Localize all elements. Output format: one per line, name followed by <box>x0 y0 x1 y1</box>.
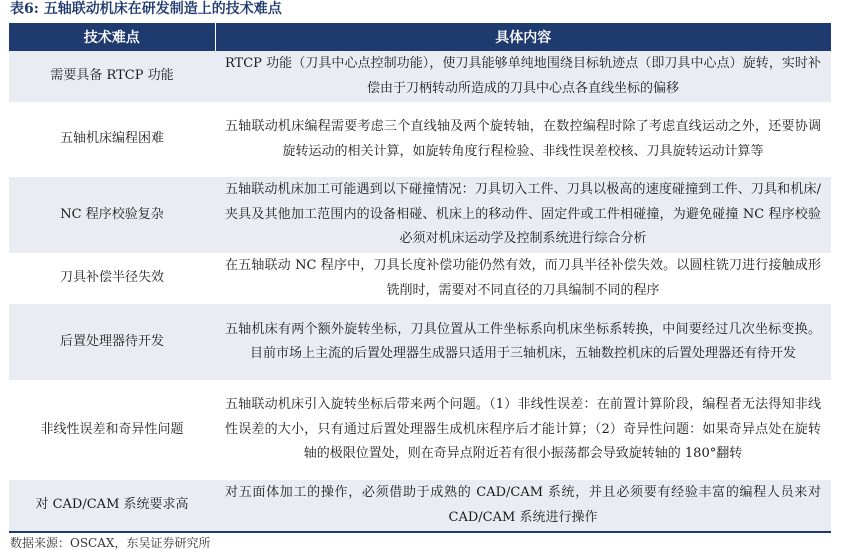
table-row <box>9 253 831 304</box>
table-row <box>9 51 831 102</box>
content-cell: 五轴机床有两个额外旋转坐标，刀具位置从工件坐标系向机床坐标系转换，中间要经过几次坐标变换。目前市场上主流的后置处理器生成器只适用于三轴机床，五轴数控机床的后置处理器还有待开发 <box>215 304 831 380</box>
difficulty-cell: 需要具备 RTCP 功能 <box>9 51 215 102</box>
difficulty-cell: 对 CAD/CAM 系统要求高 <box>9 480 215 531</box>
table-header-row <box>9 23 831 51</box>
table-row <box>9 102 831 177</box>
table-row <box>9 480 831 531</box>
difficulty-cell: 后置处理器待开发 <box>9 304 215 380</box>
table-title: 表6: 五轴联动机床在研发制造上的技术难点 <box>10 1 282 17</box>
content-cell: 五轴联动机床引入旋转坐标后带来两个问题。（1）非线性误差：在前置计算阶段，编程者无法得知非线性误差的大小，只有通过后置处理器生成机床程序后才能计算；（2）奇异性问题：如果奇异点处在旋转轴的极限位置处，则在奇异点附近若有很小振荡都会导致旋转轴的 180°翻转 <box>215 380 831 480</box>
content-cell: 对五面体加工的操作，必须借助于成熟的 CAD/CAM 系统，并且必须要有经验丰富的编程人员来对 CAD/CAM 系统进行操作 <box>215 480 831 531</box>
content-cell: 五轴联动机床加工可能遇到以下碰撞情况：刀具切入工件、刀具以极高的速度碰撞到工件、刀具和机床/夹具及其他加工范围内的设备相碰、机床上的移动件、固定件或工件相碰撞，为避免碰撞 NC 程序校验必须对机床运动学及控制系统进行综合分析 <box>215 177 831 253</box>
difficulty-cell: NC 程序校验复杂 <box>9 177 215 253</box>
difficulty-cell: 刀具补偿半径失效 <box>9 253 215 304</box>
difficulties-table <box>9 23 831 531</box>
table-row <box>9 177 831 253</box>
table-row <box>9 304 831 380</box>
column-header-difficulty: 技术难点 <box>9 23 215 51</box>
content-cell: 在五轴联动 NC 程序中，刀具长度补偿功能仍然有效，而刀具半径补偿失效。以圆柱铣刀进行接触成形铣削时，需要对不同直径的刀具编制不同的程序 <box>215 253 831 304</box>
column-header-content: 具体内容 <box>215 23 831 51</box>
difficulty-cell: 五轴机床编程困难 <box>9 102 215 177</box>
content-cell: 五轴联动机床编程需要考虑三个直线轴及两个旋转轴，在数控编程时除了考虑直线运动之外，还要协调旋转运动的相关计算，如旋转角度行程检验、非线性误差校核、刀具旋转运动计算等 <box>215 102 831 177</box>
table-row <box>9 380 831 480</box>
data-source-note: 数据来源：OSCAX，东吴证券研究所 <box>10 536 211 550</box>
difficulty-cell: 非线性误差和奇异性问题 <box>9 380 215 480</box>
difficulties-table-wrapper <box>9 23 831 533</box>
content-cell: RTCP 功能（刀具中心点控制功能），使刀具能够单纯地围绕目标轨迹点（即刀具中心点）旋转，实时补偿由于刀柄转动所造成的刀具中心点各直线坐标的偏移 <box>215 51 831 102</box>
